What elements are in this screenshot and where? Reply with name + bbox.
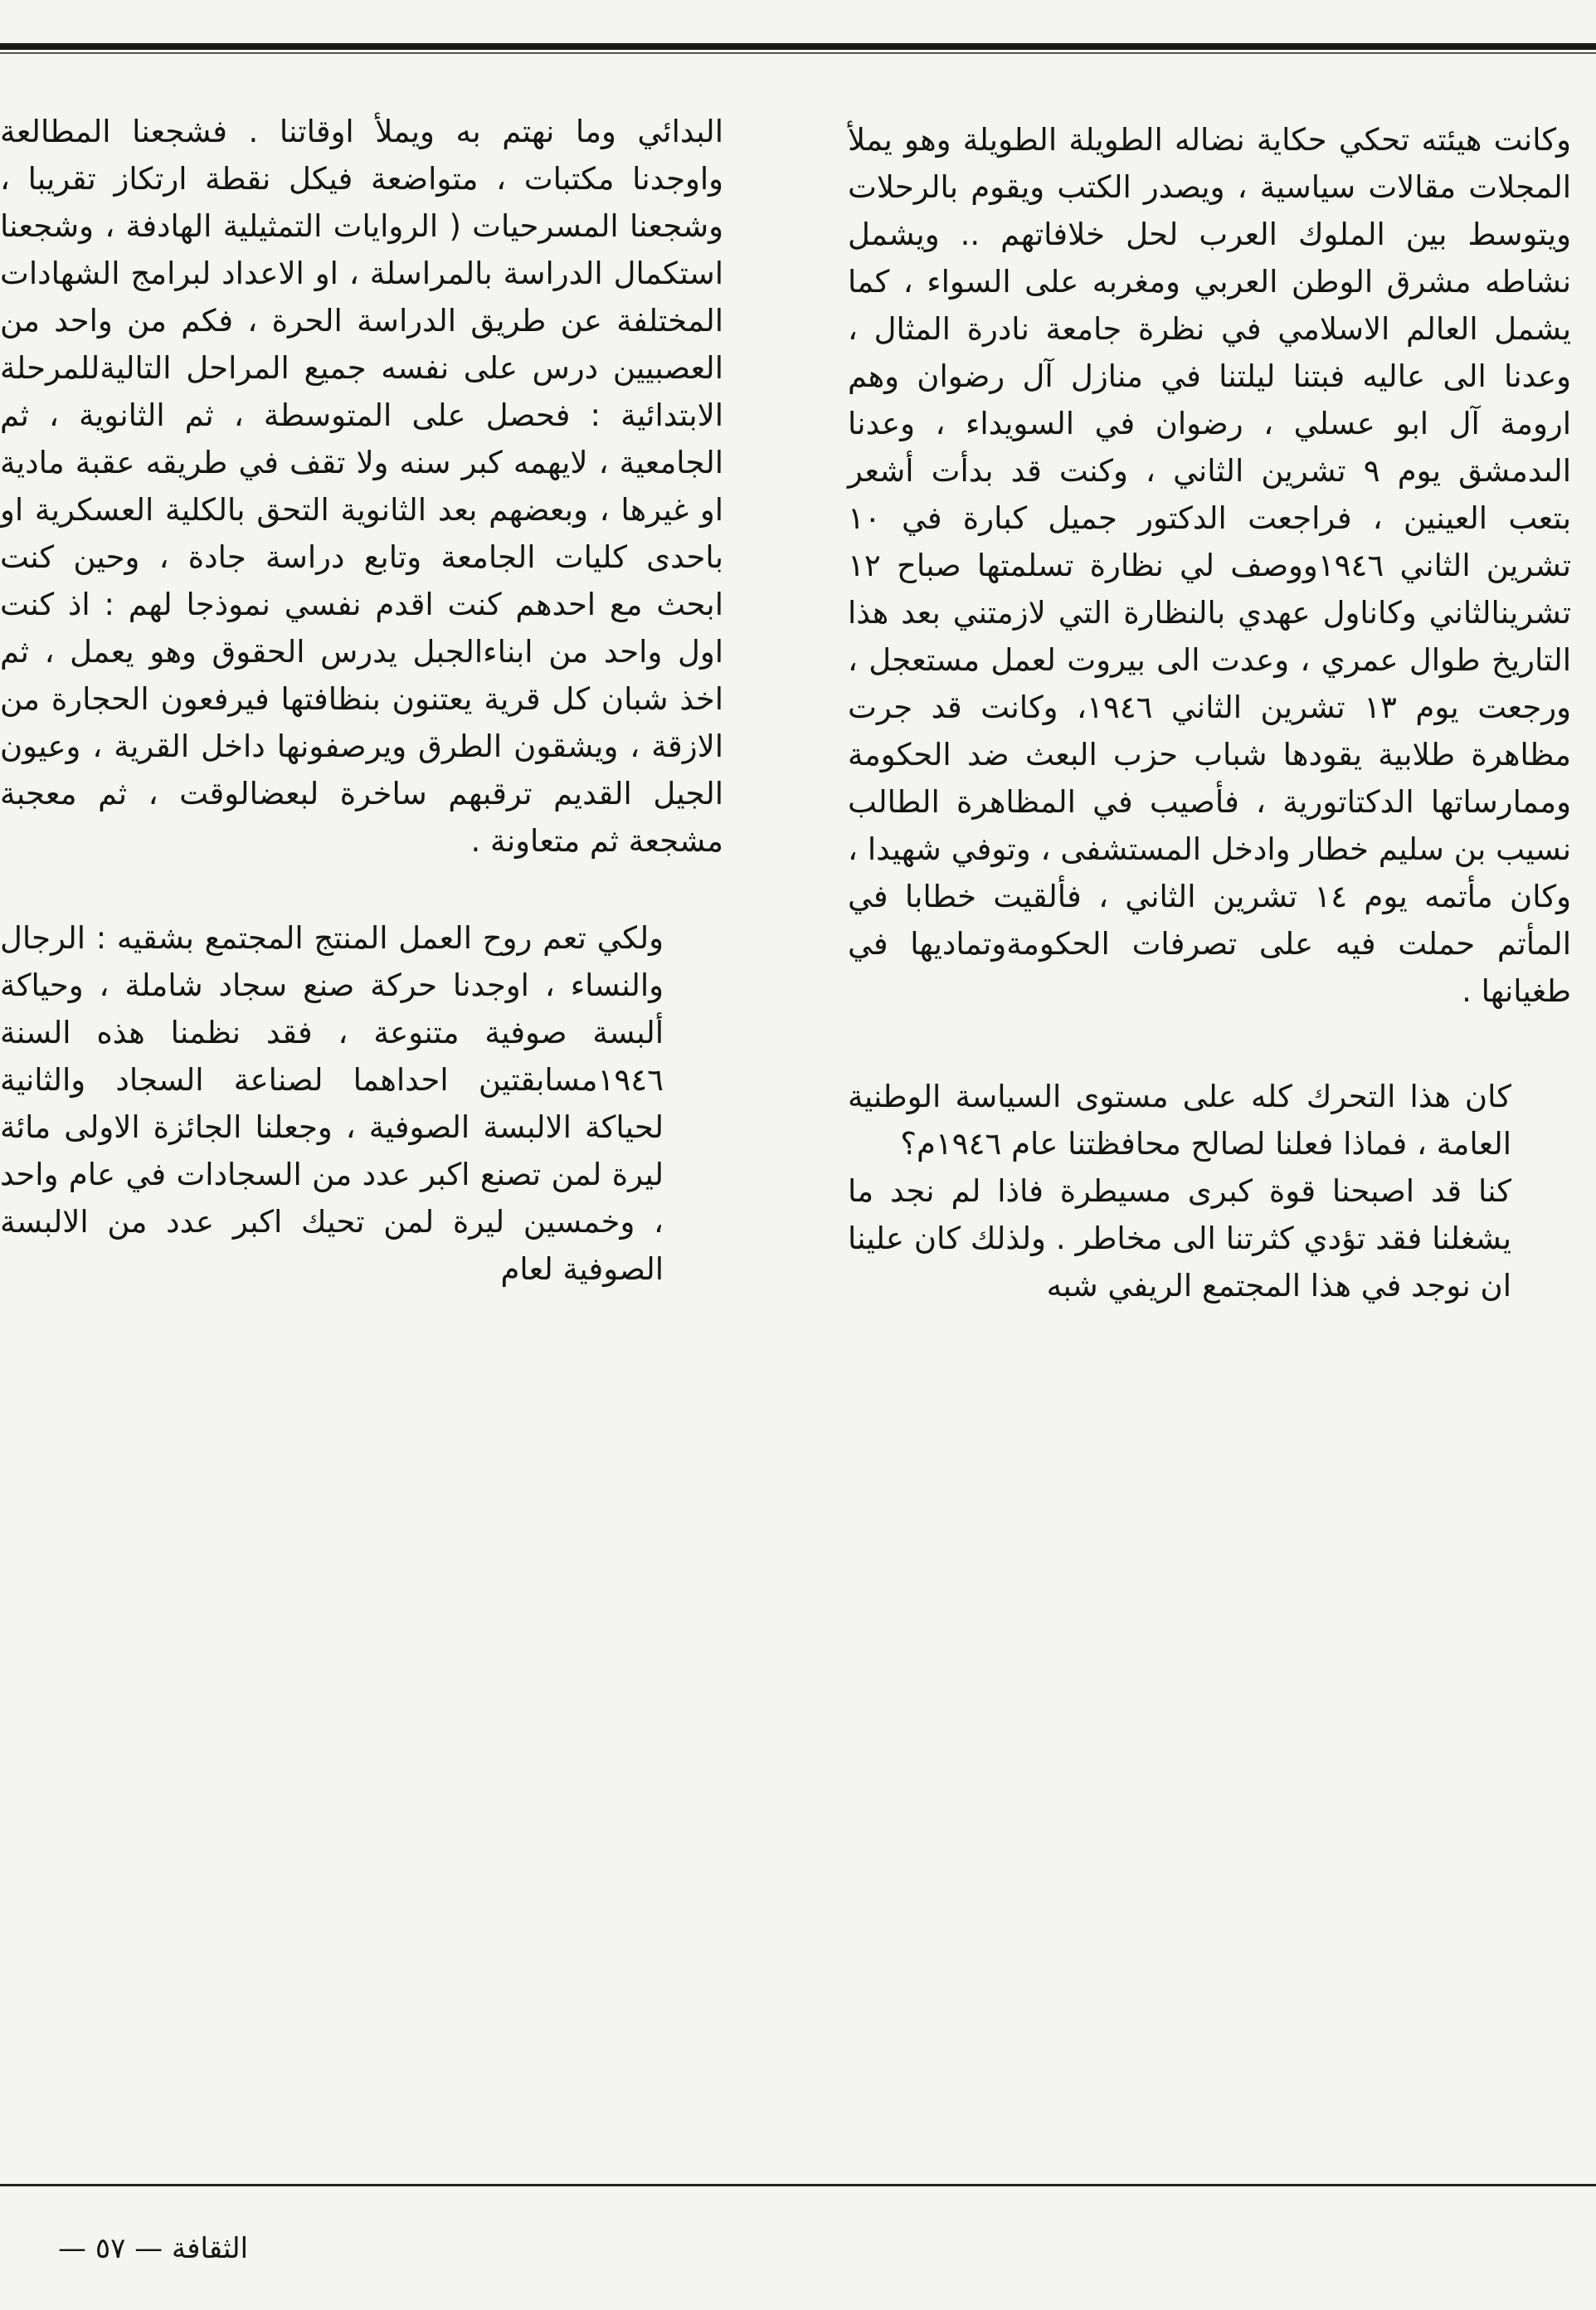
top-rule [0,43,1596,50]
left-column [0,108,723,1293]
right-paragraph-2: كان هذا التحرك كله على مستوى السياسة الوطنية العامة ، فماذا فعلنا لصالح محافظتنا عام ١٩٤٦م؟ [848,1079,1511,1162]
left-paragraph-1: البدائي وما نهتم به ويملأ اوقاتنا . فشجعنا المطالعة واوجدنا مكتبات ، متواضعة فيكل نقطة ارتكاز تقريبا ، وشجعنا المسرحيات ( الروايات التمثيلية الهادفة ، وشجعنا استكمال الدراسة بالمراسلة ، او الاعداد لبرامج الشهادات المختلفة عن طريق الدراسة الحرة ، فكم من واحد من العصبيين درس على نفسه جميع المراحل التاليةللمرحلة الابتدائية : فحصل على المتوسطة ، ثم الثانوية ، ثم الجامعية ، لايهمه كبر سنه ولا تقف في طريقه عقبة مادية او غيرها ، وبعضهم بعد الثانوية التحق بالكلية العسكرية او باحدى كليات الجامعة وتابع دراسة جادة ، وحين كنت ابحث مع احدهم كنت اقدم نفسي نموذجا لهم : اذ كنت اول واحد من ابناءالجبل يدرس الحقوق وهو يعمل ، ثم اخذ شبان كل قرية يعتنون بنظافتها فيرفعون الحجارة من الازقة ، ويشقون الطرق ويرصفونها داخل القرية ، وعيون الجيل القديم ترقبهم ساخرة لبعضالوقت ، ثم معجبة مشجعة ثم متعاونة . [0,114,723,859]
right-paragraph-1: وكانت هيئته تحكي حكاية نضاله الطويلة الطويلة وهو يملأ المجلات مقالات سياسية ، ويصدر الكتب ويقوم بالرحلات ويتوسط بين الملوك العرب لحل خلافاتهم .. ويشمل نشاطه مشرق الوطن العربي ومغربه على السواء ، كما يشمل العالم الاسلامي في نظرة جامعة نادرة المثال ، وعدنا الى عاليه فبتنا ليلتنا في منازل آل رضوان وهم ارومة آل ابو عسلي ، رضوان في السويداء ، وعدنا الىدمشق يوم ٩ تشرين الثاني ، وكنت قد بدأت أشعر بتعب العينين ، فراجعت الدكتور جميل كبارة في ١٠ تشرين الثاني ١٩٤٦ووصف لي نظارة تسلمتها صباح ١٢ تشرينالثاني وكاناول عهدي بالنظارة التي لازمتني بعد هذا التاريخ طوال عمري ، وعدت الى بيروت لعمل مستعجل ، ورجعت يوم ١٣ تشرين الثاني ١٩٤٦، وكانت قد جرت مظاهرة طلابية يقودها شباب حزب البعث ضد الحكومة وممارساتها الدكتاتورية ، فأصيب في المظاهرة الطالب نسيب بن سليم خطار وادخل المستشفى ، وتوفي شهيدا ، وكان مأتمه يوم ١٤ تشرين الثاني ، فألقيت خطابا في المأتم حملت فيه على تصرفات الحكومةوتماديها في طغيانها . [848,122,1571,1009]
right-paragraph-3: كنا قد اصبحنا قوة كبرى مسيطرة فاذا لم نجد ما يشغلنا فقد تؤدي كثرتنا الى مخاطر . ولذلك كان علينا ان نوجد في هذا المجتمع الريفي شبه [848,1173,1511,1304]
bottom-rule [0,2184,1596,2186]
left-paragraph-2: ولكي تعم روح العمل المنتج المجتمع بشقيه : الرجال والنساء ، اوجدنا حركة صنع سجاد شاملة ، وحياكة ألبسة صوفية متنوعة ، فقد نظمنا هذه السنة ١٩٤٦مسابقتين احداهما لصناعة السجاد والثانية لحياكة الالبسة الصوفية ، وجعلنا الجائزة الاولى مائة ليرة لمن تصنع اكبر عدد من السجادات في عام واحد ، وخمسين ليرة لمن تحيك اكبر عدد من الالبسة الصوفية لعام [0,920,664,1287]
top-rule-thin [0,52,1596,54]
right-column [848,116,1571,1309]
page-footer: الثقافة — ٥٧ — [58,2232,249,2265]
